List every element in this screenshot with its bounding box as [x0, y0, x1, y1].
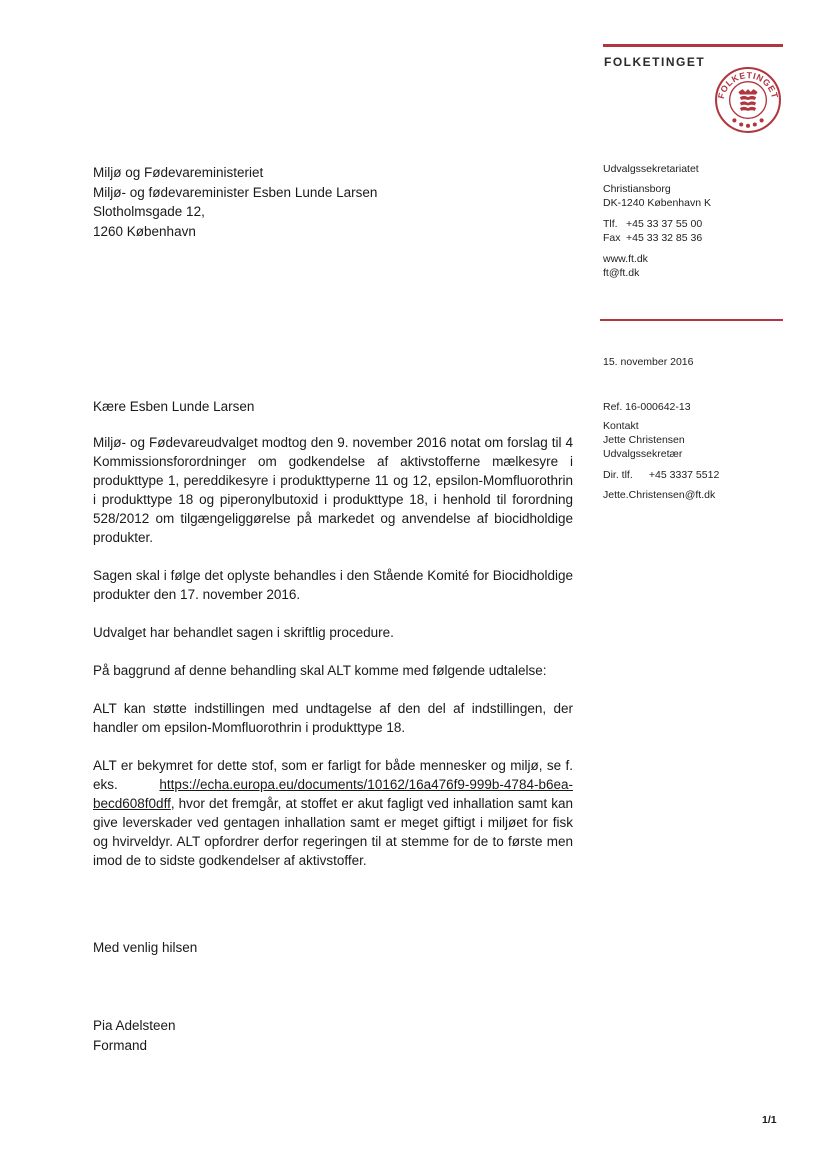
fax-label: Fax [603, 232, 621, 244]
general-email: ft@ft.dk [603, 267, 640, 279]
sender-department: Udvalgssekretariatet [603, 163, 699, 175]
paragraph-5: ALT kan støtte indstillingen med undtagelse af den del af indstillingen, der handler om epsilon-Momfluorothrin i produkttype 18. [93, 701, 573, 735]
address-line-2: DK-1240 København K [603, 197, 711, 209]
recipient-line-2: Miljø- og fødevareminister Esben Lunde Larsen [93, 184, 378, 200]
direct-phone-label: Dir. tlf. [603, 469, 633, 481]
letter-date: 15. november 2016 [603, 356, 694, 368]
letter-body [93, 397, 573, 889]
closing: Med venlig hilsen [93, 940, 198, 955]
paragraph-6-text-start: ALT er bekymret for dette stof, som er farligt for både mennesker og miljø, se f. eks. [93, 758, 573, 792]
fax-number: +45 33 32 85 36 [626, 232, 703, 244]
sender-phone-block [603, 217, 793, 245]
contact-block [603, 419, 793, 461]
paragraph-6-text-end: , hvor det fremgår, at stoffet er akut fagligt ved inhallation samt kan give leverskader ved gentagen inhallation samt er meget giftigt i miljøet for fisk og hvirveldyr. ALT opfordrer derfor regeringen til at stemme for de to første men imod de to sidste godkendelser af aktivstoffer. [93, 796, 573, 868]
contact-label: Kontakt [603, 420, 639, 432]
paragraph-6 [93, 756, 573, 870]
paragraph-1: Miljø- og Fødevareudvalget modtog den 9. november 2016 notat om forslag til 4 Kommissionsforordninger om godkendelse af aktivstofferne mælkesyre i produkttype 1, pereddikesyre i produkttyperne 11 og 12, epsilon-Momfluorothrin i produkttype 18 og piperonylbutoxid i produkttype 18, i henhold til forordning 528/2012 om tilgængeliggørelse på markedet og anvendelse af biocidholdige produkter. [93, 435, 573, 545]
recipient-line-1: Miljø og Fødevareministeriet [93, 165, 264, 180]
salutation: Kære Esben Lunde Larsen [93, 399, 255, 414]
page-number: 1/1 [762, 1114, 777, 1126]
folketinget-seal-logo [714, 66, 782, 134]
paragraph-4: På baggrund af denne behandling skal ALT komme med følgende udtalelse: [93, 663, 547, 678]
echa-document-link[interactable]: https://echa.europa.eu/documents/10162/16a476f9-999b-4784-b6ea-becd608f0dff [93, 777, 573, 811]
contact-name: Jette Christensen [603, 434, 685, 446]
sender-web-block [603, 252, 793, 280]
recipient-address [93, 163, 377, 241]
direct-phone-row [603, 468, 793, 482]
org-name: FOLKETINGET [604, 55, 706, 69]
svg-text:FOLKETINGET [716, 70, 780, 100]
phone-label: Tlf. [603, 218, 618, 230]
fax-row [603, 231, 793, 245]
signer-title: Formand [93, 1037, 148, 1053]
header-rule [603, 44, 783, 47]
paragraph-3: Udvalget har behandlet sagen i skriftlig procedure. [93, 625, 394, 640]
signature-block [93, 1016, 176, 1055]
sidebar-rule [600, 319, 783, 321]
signer-name: Pia Adelsteen [93, 1018, 176, 1033]
recipient-line-3: Slotholmsgade 12, [93, 204, 205, 219]
seal-text: FOLKETINGET [715, 70, 781, 100]
direct-phone-number: +45 3337 5512 [648, 469, 720, 481]
sender-address [603, 182, 793, 210]
address-line-1: Christiansborg [603, 183, 671, 195]
phone-number: +45 33 37 55 00 [626, 218, 703, 230]
phone-row [603, 217, 793, 231]
paragraph-2: Sagen skal i følge det oplyste behandles i den Stående Komité for Biocidholdige produkter den 17. november 2016. [93, 568, 573, 602]
website: www.ft.dk [603, 253, 648, 265]
reference-number: Ref. 16-000642-13 [603, 401, 691, 413]
contact-title: Udvalgssekretær [603, 448, 683, 460]
contact-email: Jette.Christensen@ft.dk [603, 489, 716, 501]
recipient-line-4: 1260 København [93, 223, 196, 239]
